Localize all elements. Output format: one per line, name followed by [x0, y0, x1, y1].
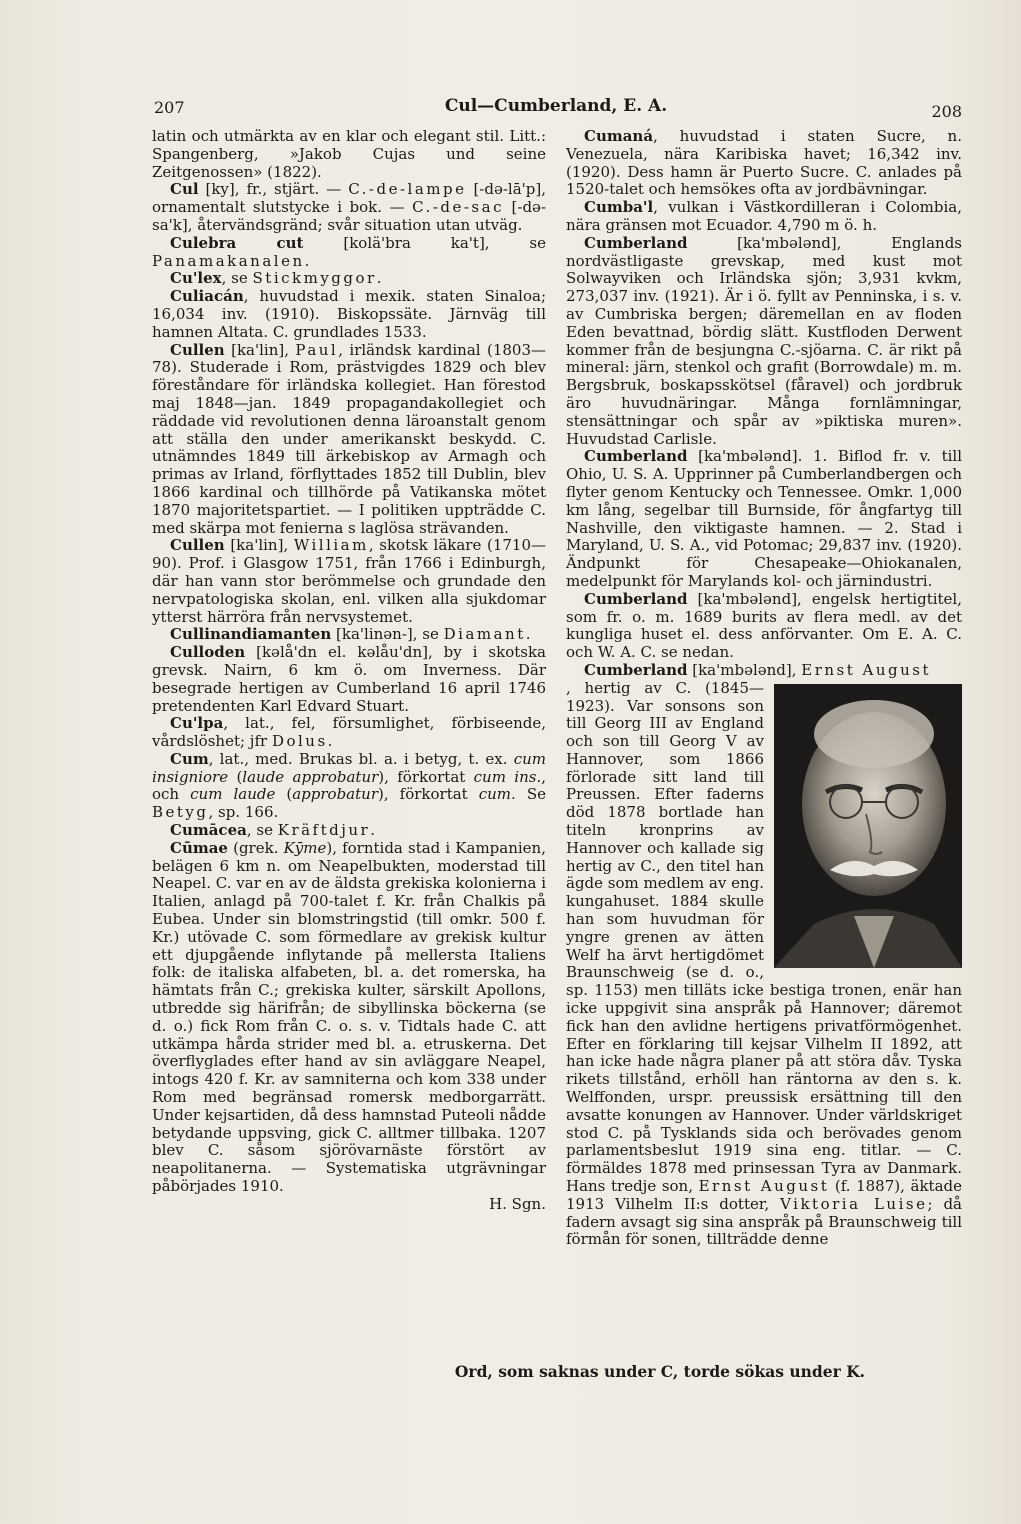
headword: Cul	[170, 180, 199, 199]
running-title: Cul—Cumberland, E. A.	[444, 96, 668, 116]
entry-cumbal: Cumba'l, vulkan i Västkordilleran i Colombia, nära gränsen mot Ecuador. 4,790 m ö. h.	[566, 198, 962, 234]
headword: Culiacán	[170, 287, 244, 306]
entry-cumberland-title: Cumberland [ka'mbələnd], engelsk hertigtitel, som fr. o. m. 1689 burits av flera medl. av det kungliga huset el. dess anförvanter. Om E. A. C. och W. A. C. se nedan.	[566, 589, 962, 662]
portrait-photo	[774, 684, 962, 968]
cross-reference: Stickmyggor	[252, 269, 377, 288]
headword: Culebra cut	[170, 233, 304, 252]
cross-reference: Betyg	[152, 803, 209, 822]
headword: Cullen	[170, 340, 225, 359]
headword: Cumberland	[584, 589, 688, 608]
headword: Cumācea	[170, 821, 247, 840]
entry-culiacan: Culiacán, huvudstad i mexik. staten Sinaloa; 16,034 inv. (1910). Biskopssäte. Järnväg till hamnen Altata. C. grundlades 1533.	[152, 287, 546, 341]
cross-reference: Diamant	[443, 625, 526, 644]
headword: Cumberland	[584, 233, 688, 252]
entry-cul: Cul [ky], fr., stjärt. — C.-de-lampe [-də-lā'p], ornamentalt slutstycke i bok. — C.-de-sac [-də-sa'k], återvändsgränd; svår situation utan utväg.	[152, 180, 546, 234]
author-signature: H. Sgn.	[489, 1194, 546, 1213]
entry-cullinandiamanten: Cullinandiamanten [ka'linən-], se Diamant.	[170, 625, 531, 644]
entry-continuation: latin och utmärkta av en klar och elegant stil. Litt.: Spangenberg, »Jakob Cujas und seine Zeitgenossen» (1822).	[152, 127, 546, 181]
portrait-illustration	[774, 684, 962, 968]
entry-culebra-cut: Culebra cut [kolä'bra ka't], se Panamakanalen.	[152, 233, 546, 270]
headword: Cumberland	[584, 660, 688, 679]
entry-cumana: Cumaná, huvudstad i staten Sucre, n. Venezuela, nära Karibiska havet; 16,342 inv. (1920). Dess hamn är Puerto Sucre. C. anlades på 1520-talet och hemsökes ofta av jordbävningar.	[566, 127, 962, 199]
headword: Cu'lpa	[170, 714, 224, 733]
cross-reference: Panamakanalen	[152, 251, 305, 270]
entry-cumacea: Cumācea, se Kräftdjur.	[170, 821, 375, 840]
headword: Cum	[170, 749, 209, 768]
footer-note: Ord, som saknas under C, torde sökas under K.	[454, 1362, 866, 1381]
cross-reference: Dolus	[271, 732, 328, 751]
left-column	[152, 128, 546, 1214]
entry-cumberland-ernst-august: Cumberland [ka'mbələnd], Ernst August	[584, 660, 932, 679]
entry-cullen-paul: Cullen [ka'lin], Paul, irländsk kardinal (1803—78). Studerade i Rom, prästvigdes 1829 och blev föreståndare för irländska kollegiet. Han förestod maj 1848—jan. 1849 propagandakollegiet och räddade vid revolutionen denna läroanstalt genom att ställa den under amerikanskt beskydd. C. utnämndes 1849 till ärkebiskop av Armagh och primas av Irland, förflyttades 1852 till Dublin, blev 1866 kardinal och tillhörde på Vatikanska mötet 1870 majoritetspartiet. — I politiken uppträdde C. med skärpa mot fenierna s laglösa strävanden.	[152, 340, 547, 537]
cross-reference: Kräftdjur	[277, 821, 371, 840]
page-number-left: 207	[154, 98, 185, 117]
page-number-right: 208	[931, 102, 962, 121]
entry-culpa: Cu'lpa, lat., fel, försumlighet, förbiseende, vårdslöshet; jfr Dolus.	[152, 714, 546, 751]
entry-culex: Cu'lex, se Stickmyggor.	[170, 269, 382, 288]
entry-cumberland-county: Cumberland [ka'mbələnd], Englands nordvästligaste grevskap, med kust mot Solwayviken och Irländska sjön; 3,931 kvkm, 273,037 inv. (1921). Är i ö. fyllt av Penninska, i s. v. av Cumbriska bergen; däremellan en av floden Eden bevattnad, bördig slätt. Kustfloden Derwent kommer från de besjungna C.-sjöarna. C. är rikt på mineral: järn, stenkol och grafit (Borrowdale) m. m. Bergsbruk, boskapsskötsel (fåravel) och jordbruk äro huvudnäringar. Många fornlämningar, stensättningar och spår av »piktiska muren». Huvudstad Carlisle.	[566, 233, 962, 448]
headword: Cumaná	[584, 127, 654, 145]
headword: Culloden	[170, 643, 246, 662]
headword: Cumberland	[584, 447, 688, 466]
entry-culloden: Culloden [kəlå'dn el. kəlåu'dn], by i skotska grevsk. Nairn, 6 km ö. om Inverness. Där besegrade hertigen av Cumberland 16 april 1746 pretendenten Karl Edvard Stuart.	[152, 643, 546, 715]
entry-cumberland-river: Cumberland [ka'mbələnd]. 1. Biflod fr. v. till Ohio, U. S. A. Upprinner på Cumberlandbergen och flyter genom Kentucky och Tennessee. Omkr. 1,000 km lång, segelbar till Burnside, för ångfartyg till Nashville, den viktigaste hamnen. — 2. Stad i Maryland, U. S. A., vid Potomac; 29,837 inv. (1920). Ändpunkt för Chesapeake—Ohiokanalen, medelpunkt för Marylands kol- och järnindustri.	[566, 447, 962, 590]
entry-cumae: Cūmae (grek. Kȳme), forntida stad i Kampanien, belägen 6 km n. om Neapelbukten, moderstad till Neapel. C. var en av de äldsta grekiska kolonierna i Italien, anlagd på 700-talet f. Kr. från Chalkis på Eubea. Under sin blomstringstid (till omkr. 500 f. Kr.) utövade C. som förmedlare av grekisk kultur ett djupgående inflytande på mellersta Italiens folk: de italiska alfabeten, bl. a. det romerska, ha hämtats från C.; grekiska kulter, särskilt Apollons, utbredde sig härifrån; de sibyllinska böckerna (se d. o.) fick Rom från C. o. s. v. Tidtals hade C. att utkämpa hårda strider med bl. a. etruskerna. Det överflyglades efter hand av sin avläggare Neapel, intogs 420 f. Kr. av samniterna och kom 338 under Rom med begränsad romersk medborgarrätt. Under kejsartiden, då dess hamnstad Puteoli nådde betydande uppsving, gick C. alltmer tillbaka. 1207 blev C. såsom sjörövarnäste förstört av neapolitanerna. — Systematiska utgrävningar påbörjades 1910. H. Sgn.	[152, 838, 546, 1213]
headword: Cūmae	[170, 838, 228, 857]
entry-cullen-william: Cullen [ka'lin], William, skotsk läkare (1710—90). Prof. i Glasgow 1751, från 1766 i Edinburgh, där han vann stor berömmelse och grundade den nervpatologiska skolan, enl. vilken alla sjukdomar ytterst härröra från nervsystemet.	[152, 536, 546, 626]
headword: Cu'lex	[170, 269, 222, 288]
headword: Cumba'l	[584, 198, 654, 217]
right-column: Cumaná, huvudstad i staten Sucre, n. Venezuela, nära Karibiska havet; 16,342 inv. (1920). Dess hamn är Puerto Sucre. C. anlades på 1520-talet och hemsökes ofta av jordbävningar. Cumba'l, vulkan i Västkordilleran i Colombia, nära gränsen mot Ecuador. 4,790 m ö. h. Cumberland [ka'mbələnd], Englands nordvästligaste grevskap, med kust mot Solwayviken och Irländska sjön; 3,931 kvkm, 273,037 inv. (1921). Är i ö. fyllt av Penninska, i s. v. av Cumbriska bergen; däremellan en av floden Eden bevattnad, bördig slätt. Kustfloden Derwent kommer från de besjungna C.-sjöarna. C. är rikt på mineral: järn, stenkol och grafit (Borrowdale) m. m. Bergsbruk, boskapsskötsel (fåravel) och jordbruk äro huvudnäringar. Många fornlämningar, stensättningar och spår av »piktiska muren». Huvudstad Carlisle. Cumberland [ka'mbələnd]. 1. Biflod fr. v. till Ohio, U. S. A. Upprinner på Cumberlandbergen och flyter genom Kentucky och Tennessee. Omkr. 1,000 km lång, segelbar till Burnside, för ångfartyg till Nashville, den viktigaste hamnen. — 2. Stad i Maryland, U. S. A., vid Potomac; 29,837 inv. (1920). Ändpunkt för Chesapeake—Ohiokanalen, medelpunkt för Marylands kol- och järnindustri. Cumberland [ka'mbələnd], engelsk hertigtitel, som fr. o. m. 1689 burits av flera medl. av det kungliga huset el. dess anförvanter. Om E. A. C. och W. A. C. se nedan. Cumberland [ka'mbələnd], Ernst August , hertig av C. (1845—1923). Var sonsons son till Georg III av England och son till Georg V av Hannover, som 1866 förlorade sitt land till Preussen. Efter faderns död 1878 bortlade han titeln kronprins av Hannover och kallade sig hertig av C., den titel han ägde som medlem av eng. kungahuset. 1884 skulle han som huvudman för yngre grenen av ätten Welf ha ärvt hertigdömet Braunschweig (se d. o., sp. 1153) men tilläts icke bestiga tronen, enär han icke uppgivit sina anspråk på Hannover; däremot fick han den avlidne hertigens privatförmögenhet. Efter en förklaring till kejsar Vilhelm II 1892, att han icke hade några planer på att störa dåv. Tyska rikets tillstånd, erhöll han räntorna av den s. k. Welffonden, urspr. preussisk ersättning till den avsatte konungen av Hannover. Under världskriget stod C. på Tysklands sida och berövades genom parlamentsbeslut 1919 sina eng. titlar. — C. förmäldes 1878 med prinsessan Tyra av Danmark. Hans tredje son, Ernst August (f. 1887), äktade 1913 Vilhelm II:s dotter, Viktoria Luise; då fadern avsagt sig sina anspråk på Braunschweig till förmån för sonen, tillträdde denne	[566, 127, 962, 1249]
entry-cum: Cum, lat., med. Brukas bl. a. i betyg, t. ex. cum insigniore (laude approbatur), förkortat cum ins., och cum laude (approbatur), förkortat cum. Se Betyg, sp. 166.	[152, 749, 547, 822]
headword: Cullen	[170, 536, 225, 555]
page-header	[150, 96, 962, 120]
headword: Cullinandiamanten	[170, 625, 332, 644]
